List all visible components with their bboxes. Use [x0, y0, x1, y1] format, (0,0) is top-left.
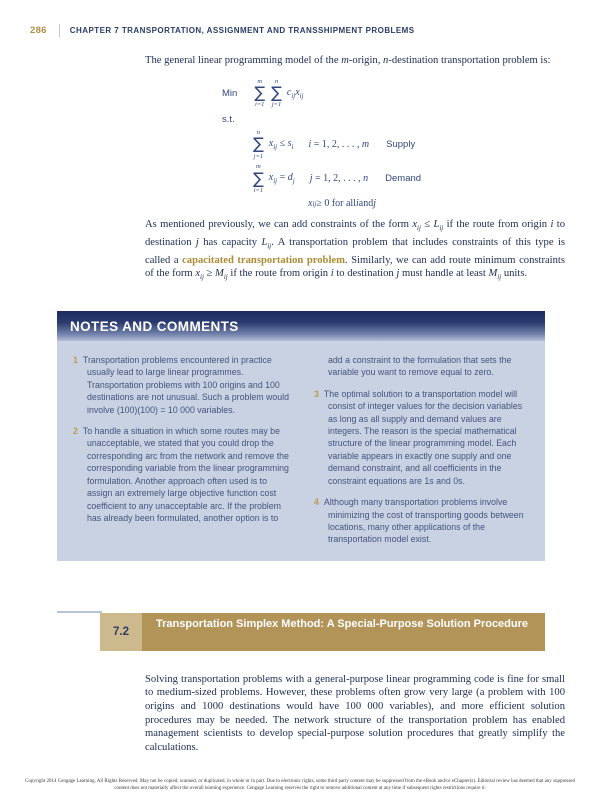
page-number: 286: [30, 25, 47, 36]
section-intro-paragraph: Solving transportation problems with a general-purpose linear programming code is fine for small to medium-sized problems. However, these problems often grow very large (a problem with 100 origins and 1000 destinations would have 100 000 variables), and more efficient solution procedures may be needed. The network structure of the transportation problem has enabled management scientists to develop special-purpose solution procedures that greatly simplify the calculations.: [145, 673, 565, 753]
sigma-icon: ∑: [253, 168, 264, 188]
supply-index-range: i = 1, 2, . . . , m: [308, 138, 370, 150]
objective-function: [222, 78, 600, 109]
nonnegativity-constraint: x ij ≥ 0 for all i and j: [308, 198, 377, 210]
section-header-gap: [57, 613, 100, 651]
sigma-icon: ∑: [254, 83, 266, 103]
section-title: Transportation Simplex Method: A Special-Purpose Solution Procedure: [142, 613, 545, 651]
min-label: Min: [222, 87, 238, 99]
sum-upper-limit: n: [274, 77, 279, 85]
section-top-rule: [57, 611, 102, 613]
note-text: Although many transportation problems involve minimizing the cost of transporting goods between locations, many other applications of the transportation model exist.: [323, 497, 524, 545]
note-text: Transportation problems encountered in practice usually lead to large linear programmes. Transportation problems with 100 origins and 100 destinations are not unusual. Such a problem would involve (100)(100) = 10 000 variables.: [82, 355, 289, 415]
note-number: 4: [314, 497, 319, 508]
sum-upper-limit: m: [256, 163, 261, 171]
running-header: [30, 24, 600, 37]
note-item-4: [314, 496, 531, 546]
header-divider: [59, 24, 60, 37]
demand-index-range: j = 1, 2, . . . , n: [309, 173, 369, 185]
sum-symbol: [253, 163, 264, 194]
demand-tag: Demand: [385, 173, 422, 185]
sum-lower-limit: i=1: [254, 101, 265, 109]
demand-constraint: [250, 163, 600, 194]
lp-model-formulas: [222, 78, 600, 210]
supply-constraint: [250, 129, 600, 160]
note-text: To handle a situation in which some routes may be unacceptable, we stated that you could drop the corresponding arc from the network and remove the corresponding variable from the linear programming formulation. Another approach often used is to assign an extremely large objective function cost coefficient to any unacceptable arc. If the problem has already been formulated, another option is to add a constraint to the formulation that sets the variable you want to remove equal to zero.: [82, 355, 512, 523]
supply-tag: Supply: [386, 138, 416, 150]
note-number: 1: [73, 355, 78, 366]
objective-expression: $c_{ij}x_{ij}$: [286, 86, 304, 100]
section-7-2-header: [57, 613, 545, 651]
section-number: 7.2: [100, 613, 142, 651]
intro-paragraph: The general linear programming model of the m-origin, n-destination transportation problem is:: [145, 55, 551, 66]
capacitated-paragraph: As mentioned previously, we can add constraints of the form $x_{ij} \le L_{ij}$ if the route from origin i to destination j has capacity $L_{ij}$. A transportation problem that includes constraints of this type is called a capacitated transportation problem. Similarly, we can add route minimum constraints of the form $x_{ij} \ge M_{ij}$ if the route from origin i to destination j must handle at least $M_{ij}$ units.: [145, 219, 566, 282]
sum-symbol: [253, 129, 264, 160]
supply-lhs: $x_{ij} \le s_i$: [268, 137, 294, 151]
subject-to-label: s.t.: [222, 113, 235, 125]
chapter-title: CHAPTER 7 TRANSPORTATION, ASSIGNMENT AND TRANSSHIPMENT PROBLEMS: [69, 26, 415, 35]
sigma-icon: ∑: [271, 83, 282, 103]
notes-panel-body: [57, 341, 545, 561]
sigma-icon: ∑: [253, 134, 264, 154]
notes-and-comments-panel: [57, 311, 545, 561]
sum-upper-limit: m: [257, 77, 263, 85]
note-item-3: [314, 388, 531, 487]
demand-lhs: $x_{ij} = d_j$: [268, 172, 295, 186]
note-text: The optimal solution to a transportation model will consist of integer values for the decision variables as long as all supply and demand values are integers. The reason is the special mathematical structure of the linear programming model. Each variable appears in exactly one supply and one demand constraint, and all coefficients in the constraint equations are 1s and 0s.: [323, 388, 523, 486]
sum-lower-limit: j=1: [271, 101, 282, 109]
sum-symbol-outer: [254, 78, 265, 109]
sum-upper-limit: n: [256, 128, 261, 136]
note-item-1: [73, 354, 290, 416]
note-number: 3: [314, 388, 319, 399]
sum-symbol-inner: [271, 78, 282, 109]
copyright-notice: Copyright 2014 Cengage Learning. All Rights Reserved. May not be copied, scanned, or duplicated, in whole or in part. Due to electronic rights, some third party content may be suppressed from the eBook and/or eChapter(s). Editorial review has deemed that any suppressed content does not materially affect the overall learning experience. Cengage Learning reserves the right to remove additional content at any time if subsequent rights restrictions require it.: [25, 779, 575, 791]
sum-lower-limit: i=1: [253, 186, 264, 194]
notes-panel-title: NOTES AND COMMENTS: [57, 311, 545, 341]
sum-lower-limit: j=1: [253, 152, 264, 160]
note-number: 2: [73, 426, 78, 437]
